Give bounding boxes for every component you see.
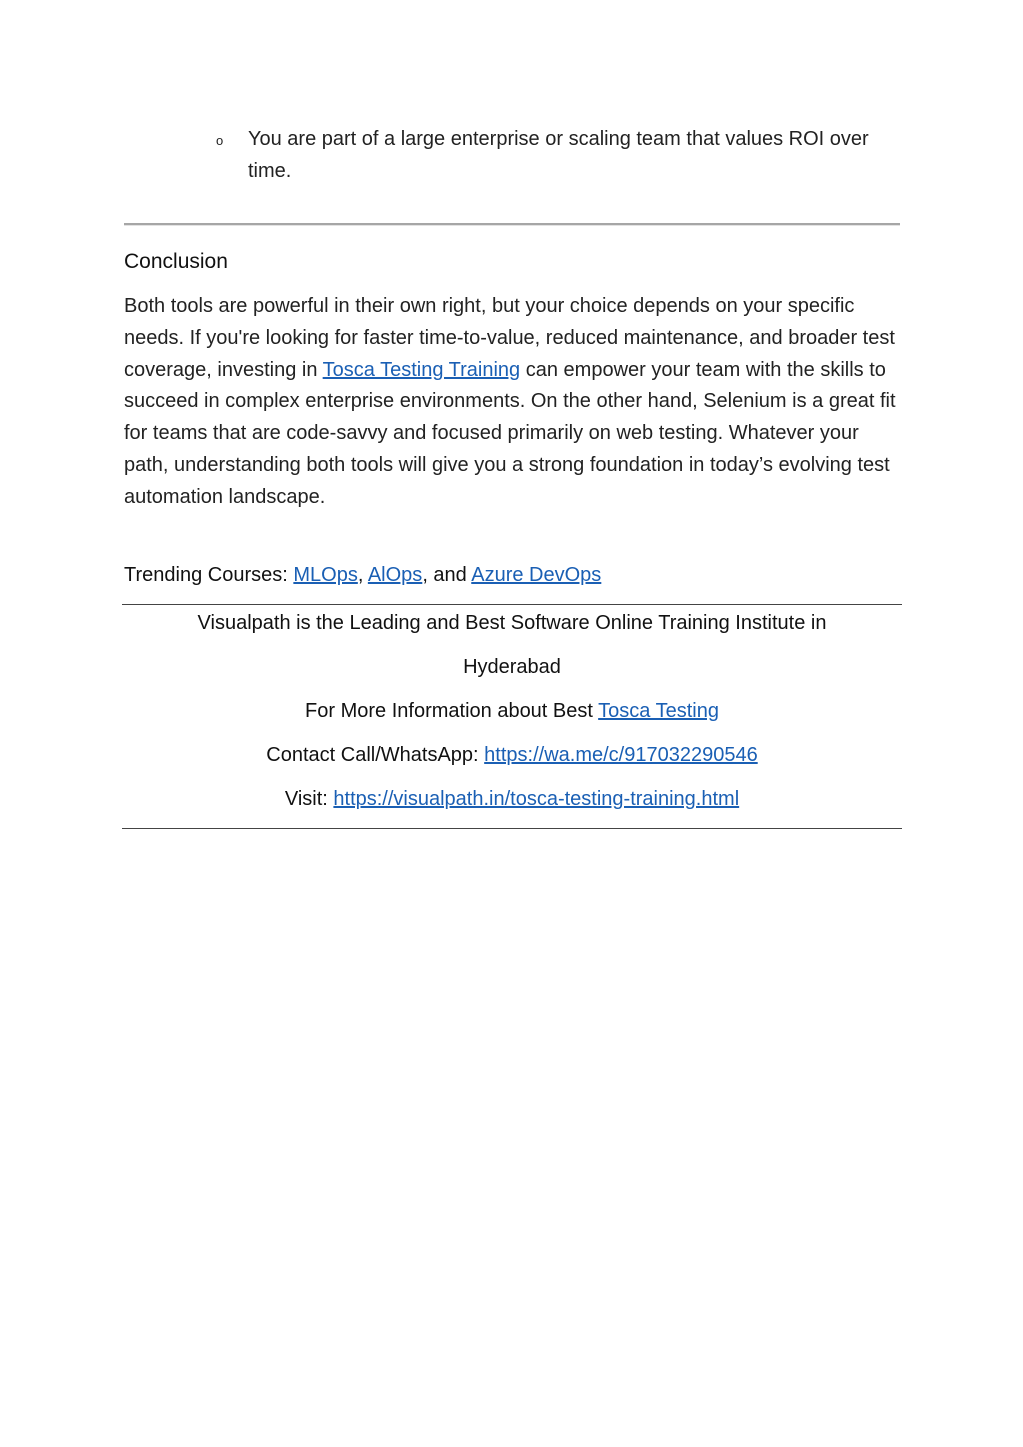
azure-devops-link[interactable]: Azure DevOps	[471, 564, 602, 586]
tosca-testing-training-link[interactable]: Tosca Testing Training	[322, 358, 521, 381]
bullet-text: You are part of a large enterprise or scaling team that values ROI over time.	[248, 128, 869, 182]
paragraph-text: can empower your team with the skills to succeed in complex enterprise environments. On the other hand, Selenium is a great fit for teams that are code-savvy and focused primarily on web testing. Whatever your path, understanding both tools will give you a strong foundation in today’s evolving test automation landscape.	[124, 358, 896, 508]
info-label: For More Information about Best	[305, 700, 599, 722]
visit-line	[122, 784, 902, 814]
tosca-testing-link[interactable]: Tosca Testing	[598, 700, 719, 722]
trending-courses	[124, 560, 601, 590]
bullet-marker: o	[216, 133, 224, 148]
footer-bottom-rule	[122, 828, 902, 829]
info-line	[122, 696, 902, 726]
conclusion-paragraph	[124, 291, 904, 514]
contact-line	[122, 740, 902, 770]
mlops-link[interactable]: MLOps	[293, 564, 358, 586]
conclusion-heading: Conclusion	[124, 250, 228, 273]
institute-city: Hyderabad	[463, 656, 561, 678]
separator: ,	[357, 564, 368, 586]
aiops-link[interactable]: AlOps	[367, 564, 423, 586]
paragraph-text: Both tools are powerful in their own right, but your choice depends on your specific needs. If you're looking for faster time-to-value, reduced maintenance, and broader test coverage, investing in	[124, 295, 895, 381]
footer-top-rule	[122, 604, 902, 605]
whatsapp-link[interactable]: https://wa.me/c/917032290546	[484, 744, 758, 766]
separator: , and	[422, 564, 472, 586]
trending-label: Trending Courses	[124, 564, 283, 586]
separator: :	[282, 564, 294, 586]
institute-line: Visualpath is the Leading and Best Software Online Training Institute in	[197, 612, 827, 634]
horizontal-rule	[124, 223, 900, 226]
visit-label: Visit:	[284, 788, 334, 810]
contact-label: Contact Call/WhatsApp:	[266, 744, 485, 766]
website-link[interactable]: https://visualpath.in/tosca-testing-training.html	[333, 788, 740, 810]
